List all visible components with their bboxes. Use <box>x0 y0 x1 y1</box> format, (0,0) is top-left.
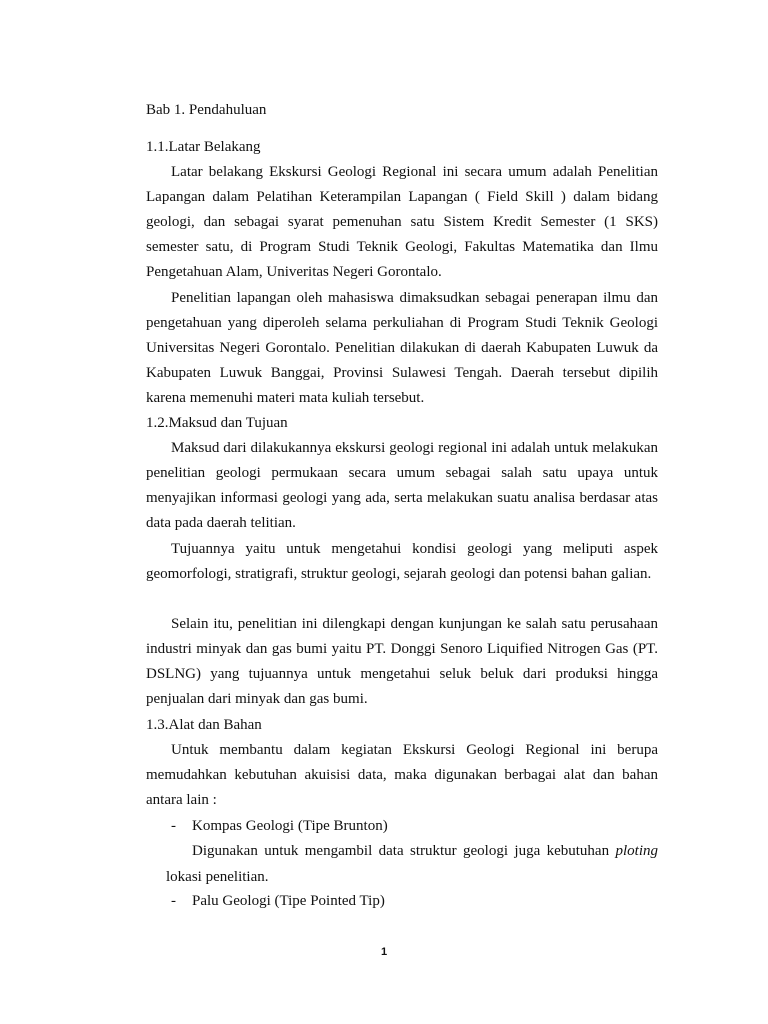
page-number: 1 <box>380 946 388 958</box>
paragraph-tujuan: Tujuannya yaitu untuk mengetahui kondisi geologi yang meliputi aspek geomorfologi, stratigrafi, struktur geologi, sejarah geologi dan potensi bahan galian. <box>146 541 658 583</box>
list-bullet: - <box>171 893 176 909</box>
paragraph-latar-belakang-1: Latar belakang Ekskursi Geologi Regional ini secara umum adalah Penelitian Lapangan dalam Pelatihan Keterampilan Lapangan ( Field Skill ) dalam bidang geologi, dan sebagai syarat pemenuhan satu Sistem Kredit Semester (1 SKS) semester satu, di Program Studi Teknik Geologi, Fakultas Matematika dan Ilmu Pengetahuan Alam, Univeritas Negeri Gorontalo. <box>146 164 658 281</box>
chapter-title: Bab 1. Pendahuluan <box>146 102 267 118</box>
list-item-kompas-description: Digunakan untuk mengambil data struktur geologi juga kebutuhan ploting lokasi penelitian. <box>166 843 658 885</box>
paragraph-maksud: Maksud dari dilakukannya ekskursi geologi regional ini adalah untuk melakukan penelitian geologi permukaan secara umum sebagai salah satu upaya untuk menyajikan informasi geologi yang ada, serta melakukan suatu analisa berdasar atas data pada daerah telitian. <box>146 440 658 532</box>
section-heading-alat-bahan: 1.3.Alat dan Bahan <box>146 717 262 733</box>
section-heading-maksud-tujuan: 1.2.Maksud dan Tujuan <box>146 415 288 431</box>
section-heading-latar-belakang: 1.1.Latar Belakang <box>146 139 261 155</box>
list-item-label: Palu Geologi (Tipe Pointed Tip) <box>192 893 385 909</box>
list-bullet: - <box>171 818 176 834</box>
paragraph-alat-bahan: Untuk membantu dalam kegiatan Ekskursi Geologi Regional ini berupa memudahkan kebutuhan akuisisi data, maka digunakan berbagai alat dan bahan antara lain : <box>146 742 658 809</box>
paragraph-latar-belakang-2: Penelitian lapangan oleh mahasiswa dimaksudkan sebagai penerapan ilmu dan pengetahuan yang diperoleh selama perkuliahan di Program Studi Teknik Geologi Universitas Negeri Gorontalo. Penelitian dilakukan di daerah Kabupaten Luwuk da Kabupaten Luwuk Banggai, Provinsi Sulawesi Tengah. Daerah tersebut dipilih karena memenuhi materi mata kuliah tersebut. <box>146 290 658 407</box>
list-item-label: Kompas Geologi (Tipe Brunton) <box>192 818 388 834</box>
paragraph-selain-itu: Selain itu, penelitian ini dilengkapi dengan kunjungan ke salah satu perusahaan industri minyak dan gas bumi yaitu PT. Donggi Senoro Liquified Nitrogen Gas (PT. DSLNG) yang tujuannya untuk mengetahui seluk beluk dari produksi hingga penjualan dari minyak dan gas bumi. <box>146 616 658 708</box>
